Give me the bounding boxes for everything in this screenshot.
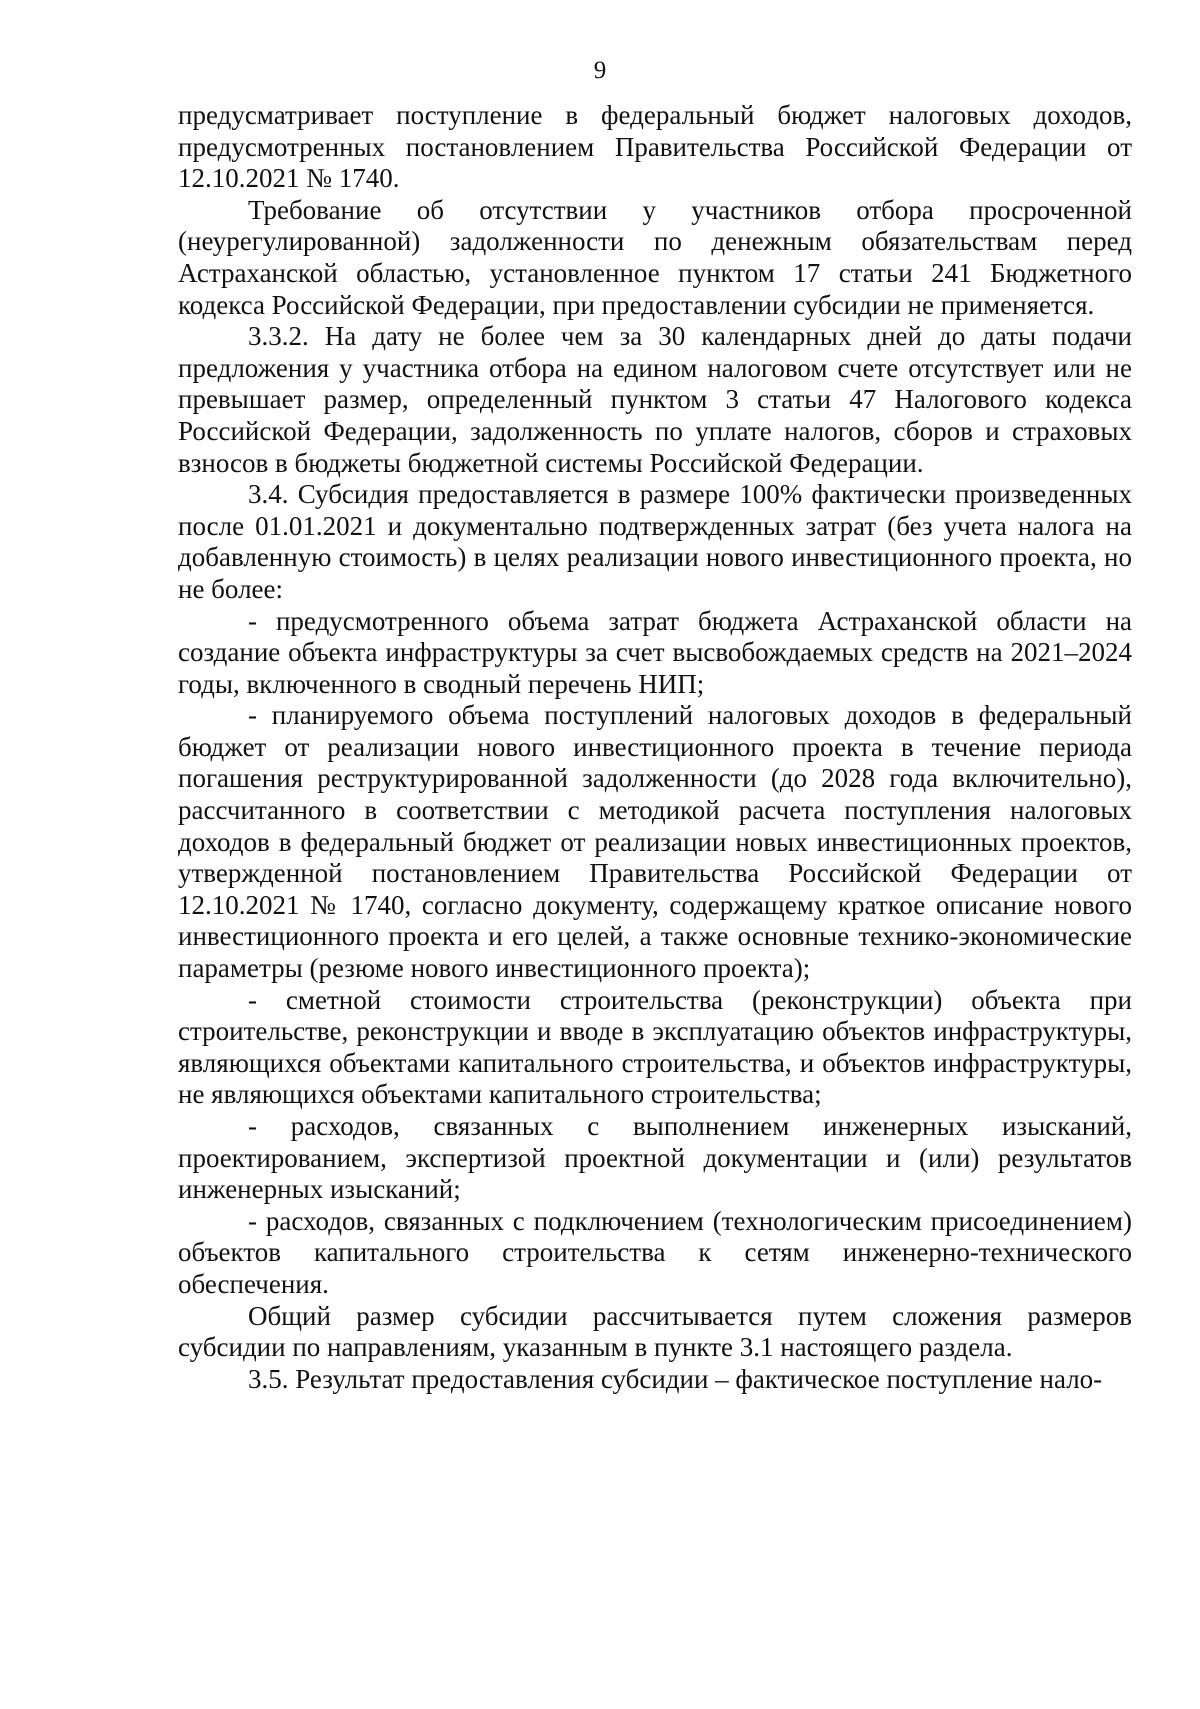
list-item: - расходов, связанных с подключением (технологическим присоединением) объектов капитального строительства к сетям инженерно-технического обеспечения. bbox=[178, 1205, 1132, 1299]
paragraph-total-subsidy: Общий размер субсидии рассчитывается путем сложения размеров субсидии по направлениям, указанным в пункте 3.1 настоящего раздела. bbox=[178, 1300, 1132, 1363]
paragraph-3-5: 3.5. Результат предоставления субсидии – фактическое поступление нало- bbox=[248, 1363, 1103, 1394]
paragraph-3-4: 3.4. Субсидия предоставляется в размере 100% фактически произведенных после 01.01.2021 и документально подтвержденных затрат (без учета налога на добавленную стоимость) в целях реализации нового инвестиционного проекта, но не более: bbox=[178, 479, 1132, 604]
list-item: - планируемого объема поступлений налоговых доходов в федеральный бюджет от реализации нового инвестиционного проекта в течение периода погашения реструктурированной задолженности (до 2028 года включительно), рассчитанного в соответствии с методикой расчета поступления налоговых доходов в федеральный бюджет от реализации новых инвестиционных проектов, утвержденной постановлением Правительства Российской Федерации от 12.10.2021 № 1740, согласно документу, содержащему краткое описание нового инвестиционного проекта и его целей, а также основные технико-экономические параметры (резюме нового инвестиционного проекта); bbox=[178, 700, 1132, 984]
paragraph-3-3-2: 3.3.2. На дату не более чем за 30 календарных дней до даты подачи предложения у участника отбора на едином налоговом счете отсутствует или не превышает размер, определенный пунктом 3 статьи 47 Налогового кодекса Российской Федерации, задолженность по уплате налогов, сборов и страховых взносов в бюджеты бюджетной системы Российской Федерации. bbox=[178, 321, 1132, 478]
page-number: 9 bbox=[593, 57, 607, 84]
paragraph-continuation: предусматривает поступление в федеральный бюджет налоговых доходов, предусмотренных постановлением Правительства Российской Федерации от 12.10.2021 № 1740. bbox=[178, 100, 1132, 194]
list-item: - предусмотренного объема затрат бюджета Астраханской области на создание объекта инфраструктуры за счет высвобождаемых средств на 2021–2024 годы, включенного в сводный перечень НИП; bbox=[178, 605, 1132, 699]
document-body bbox=[178, 100, 1132, 1395]
paragraph-requirement: Требование об отсутствии у участников отбора просроченной (неурегулированной) задолженности по денежным обязательствам перед Астраханской областью, установленное пунктом 17 статьи 241 Бюджетного кодекса Российской Федерации, при предоставлении субсидии не применяется. bbox=[178, 194, 1132, 320]
list-item: - расходов, связанных с выполнением инженерных изысканий, проектированием, экспертизой проектной документации и (или) результатов инженерных изысканий; bbox=[178, 1111, 1132, 1205]
list-item: - сметной стоимости строительства (реконструкции) объекта при строительстве, реконструкции и вводе в эксплуатацию объектов инфраструктуры, являющихся объектами капитального строительства, и объектов инфраструктуры, не являющихся объектами капитального строительства; bbox=[178, 984, 1132, 1110]
